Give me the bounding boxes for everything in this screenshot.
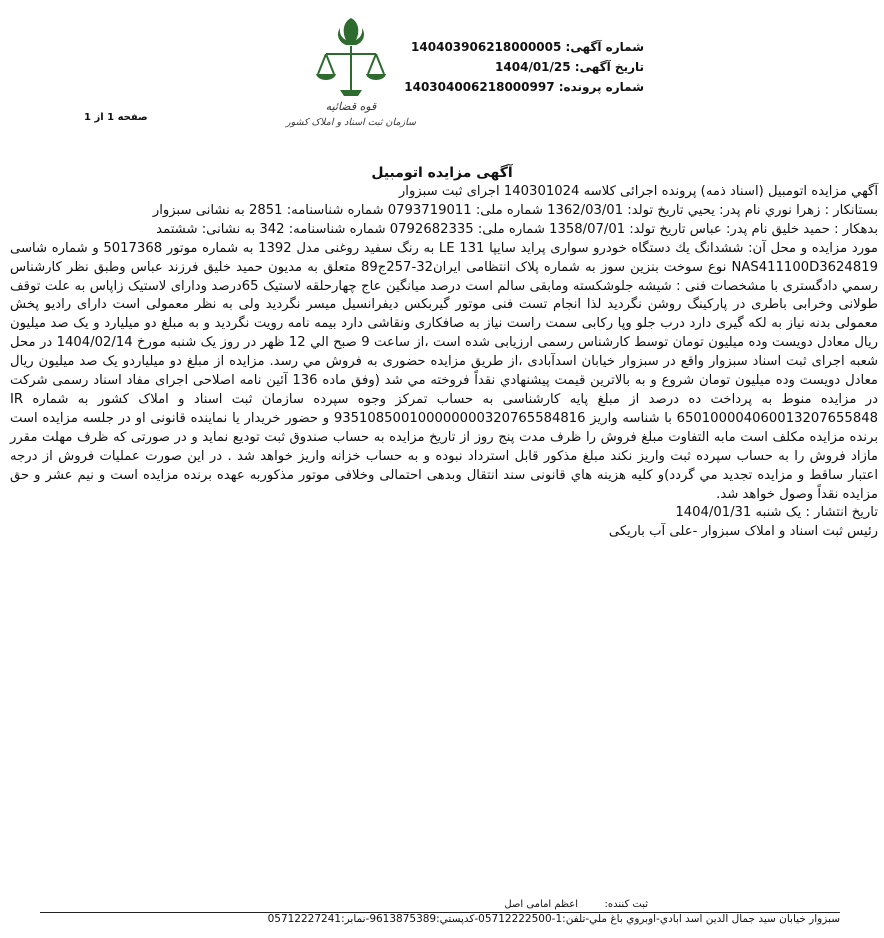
document-title: آگهی مزایده اتومبیل: [371, 165, 513, 181]
auction-details-paragraph: مورد مزايده و محل آن: ششدانگ يك دستگاه خودرو سواری پرايد سايپا 131 LE به رنگ سفيد روغنی مدل 1392 به شماره موتور 5017368 و شماره شاسی NAS411100D3624819 نوع سوخت بنزين سوز به شماره پلاک انتظامی ايران32-257ج89 متعلق به مديون حميد خليق فرزند عباس وطبق نظر كارشناس رسمي دادگستری با مشخصات فنی : شيشه جلوشكسته ومابقی سالم است درصد ميانگين عاج چهارحلقه لاستيک 65درصد ودارای لاستيک زاپاس به علت توقف طولانی وخرابی باطری در پاركينگ روشن نگرديد لذا انجام تست فنی موتور گيربكس ديفرانسيل ميسر نگرديد ولی به نظر معمولی است دارای راديو پخش معمولی بدنه نياز به لكه گيری دارد درب جلو وپا ركابی سمت راست نياز به صافكاری ونقاشی دارد بيمه نامه رويت نگرديد و به مبلغ دو ميليارد و يک صد ميليون ريال معادل دويست وده ميليون تومان توسط كارشناس رسمی ارزيابی شده است ،از ساعت 9 صبح الي 12 ظهر در روز يک شنبه مورخ 1404/02/14 در محل شعبه اجرای ثبت اسناد سبزوار واقع در سبزوار خيابان اسدآبادی ،از طريق مزايده حضوری به فروش مي رسد. مزايده از مبلغ دو ميلياردو يک صد ميليون ريال معادل دويست وده ميليون تومان شروع و به بالاترين قيمت پيشنهادي نقداً فروخته مي شد (وفق ماده 136 آئين نامه اصلاحی اجرای مفاد اسناد رسمی شركت در مزايده منوط به پرداخت ده درصد از مبلغ پايه كارشناسی به حساب تمركز وجوه سپرده سازمان ثبت اسناد و املاک كشور به شماره IR 650100004060013207655848 با شناسه واريز 935108500100000000320765584816 و حضور خريدار يا نماينده قانونی او در جلسه مزايده است برنده مزايده مكلف است مابه التفاوت مبلغ فروش را ظرف مدت پنج روز از تاريخ مزايده به حساب صندوق ثبت توديع نمايد و در صورتی كه ظرف مهلت مقرر مازاد فروش را به حساب سپرده ثبت واريز نكند مبلغ مذكور قابل استرداد نبوده و به حساب خزانه واريز خواهد شد . در اين صورت عمليات فروش از درجه اعتبار ساقط و مزايده تجديد مي گردد)و كليه هزينه هاي قانونی سند انتقال وبدهی احتمالی وخلافی موتور مذكوربه عهده برنده مزايده است و نيم عشر و حق مزايده نقداً وصول خواهد شد.: [10, 240, 878, 502]
intro-paragraph: آگهي مزايده اتومبيل (اسناد ذمه) پرونده اجرائی كلاسه 140301024 اجرای ثبت سبزوار: [398, 184, 878, 199]
page-number: صفحه 1 از 1: [84, 112, 148, 123]
registrar-name: اعظم امامی اصل: [504, 899, 578, 910]
document-body: [10, 183, 878, 542]
case-number: شماره پرونده: 140304006218000997: [404, 80, 644, 94]
svg-text:سازمان ثبت اسناد و املاک کشور: سازمان ثبت اسناد و املاک کشور: [286, 117, 416, 128]
signatory-paragraph: رئيس ثبت اسناد و املاک سبزوار -علی آب باريكی: [608, 524, 878, 540]
registrar-label: ثبت کننده:: [604, 899, 648, 910]
publish-date-paragraph: تاريخ انتشار : يک شنبه 1404/01/31: [675, 505, 878, 521]
ad-number: شماره آگهی: 140403906218000005: [411, 40, 644, 54]
scales-of-justice-icon: [286, 12, 416, 130]
svg-text:قوه قضائیه: قوه قضائیه: [325, 100, 377, 113]
footer-address: سبزوار خيابان سيد جمال الدين اسد ابادي-اوبروي باغ ملي-تلفن:1-05712222500-كدپستي:9613875389-نمابر:05712227241: [267, 913, 840, 925]
creditor-paragraph: بستانكار : زهرا نوري نام پدر: يحيي تاريخ تولد: 1362/03/01 شماره ملی: 0793719011 شماره شناسنامه: 2851 به نشانی سبزوار: [152, 202, 878, 218]
ad-date: تاریخ آگهی: 1404/01/25: [495, 60, 644, 74]
judiciary-emblem-logo: [286, 12, 416, 130]
debtor-paragraph: بدهكار : حميد خليق نام پدر: عباس تاريخ تولد: 1358/07/01 شماره ملی: 0792682335 شماره شناسنامه: 342 به نشانی: ششتمد: [156, 221, 878, 237]
